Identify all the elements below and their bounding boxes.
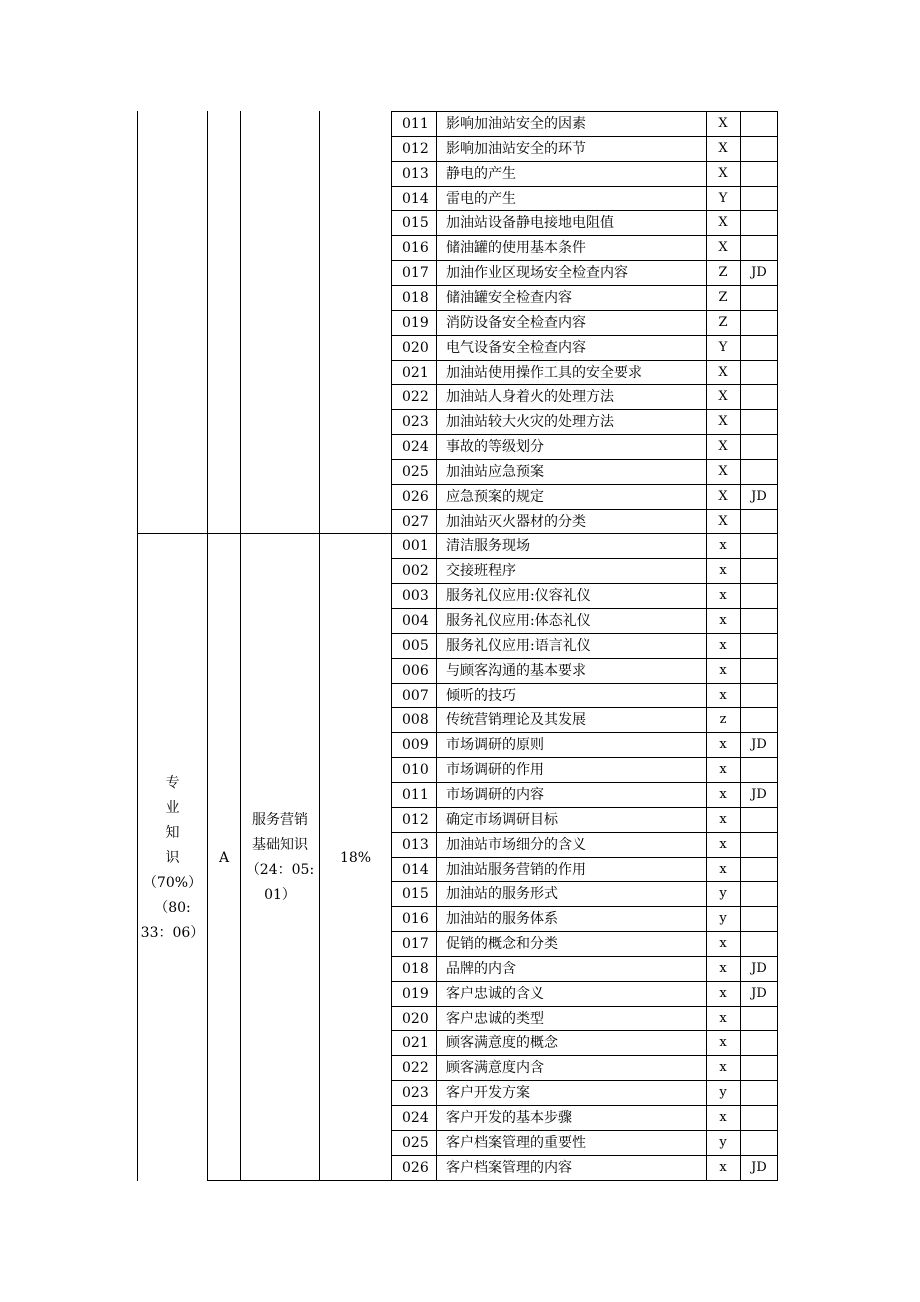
row-rule [391, 111, 778, 112]
item-topic: 与顾客沟通的基本要求 [446, 663, 586, 679]
item-topic: 电气设备安全检查内容 [446, 340, 586, 356]
row-rule [391, 335, 778, 336]
item-level: x [719, 1035, 727, 1050]
item-topic: 雷电的产生 [446, 191, 516, 207]
item-code: 014 [402, 862, 429, 878]
item-mark: JD [751, 265, 767, 280]
item-level: x [719, 787, 727, 802]
item-level: X [718, 240, 728, 255]
row-rule [391, 608, 778, 609]
item-level: x [719, 538, 727, 553]
item-code: 002 [402, 563, 429, 579]
module-line: （24：05: [245, 862, 315, 878]
module-line: 01） [264, 887, 296, 903]
row-rule [391, 1155, 778, 1156]
item-code: 018 [402, 961, 429, 977]
item-level: X [718, 389, 728, 404]
item-topic: 确定市场调研目标 [446, 812, 558, 828]
item-code: 017 [402, 936, 429, 952]
item-code: 005 [402, 638, 429, 654]
section-divider [137, 533, 778, 534]
item-mark: JD [751, 961, 767, 976]
item-topic: 事故的等级划分 [446, 439, 544, 455]
weight-cell [320, 846, 391, 871]
row-rule [391, 1130, 778, 1131]
item-level: Z [718, 290, 728, 305]
row-rule [391, 633, 778, 634]
item-level: X [718, 439, 728, 454]
category-line: 专 [165, 775, 180, 791]
row-rule [391, 409, 778, 410]
row-rule [391, 707, 778, 708]
item-topic: 消防设备安全检查内容 [446, 315, 586, 331]
item-topic: 顾客满意度的概念 [446, 1035, 558, 1051]
item-code: 017 [402, 265, 429, 281]
category-line: 33：06） [140, 925, 205, 941]
row-rule [391, 1080, 778, 1081]
category-line: 知 [165, 825, 180, 841]
item-mark: JD [751, 489, 767, 504]
row-rule [391, 558, 778, 559]
item-code: 013 [402, 837, 429, 853]
item-topic: 客户忠诚的含义 [446, 986, 544, 1002]
row-rule [391, 906, 778, 907]
item-level: x [719, 688, 727, 703]
item-level: x [719, 663, 727, 678]
item-level: x [719, 588, 727, 603]
item-topic: 客户档案管理的内容 [446, 1160, 572, 1176]
item-mark: JD [751, 1160, 767, 1175]
table-rule [391, 111, 392, 1181]
item-level: x [719, 1110, 727, 1125]
item-topic: 加油站人身着火的处理方法 [446, 389, 614, 405]
item-code: 022 [402, 389, 429, 405]
table-border-bottom [207, 1180, 778, 1181]
item-level: X [718, 166, 728, 181]
item-code: 026 [402, 489, 429, 505]
item-level: X [718, 464, 728, 479]
item-level: x [719, 638, 727, 653]
item-code: 015 [402, 215, 429, 231]
item-topic: 加油站的服务形式 [446, 886, 558, 902]
weight-value: 18% [339, 850, 372, 866]
item-topic: 加油站市场细分的含义 [446, 837, 586, 853]
item-topic: 加油站使用操作工具的安全要求 [446, 365, 642, 381]
item-level: X [718, 215, 728, 230]
item-code: 025 [402, 464, 429, 480]
category-line: （70%） [142, 875, 203, 891]
table-border-right [777, 111, 778, 1181]
row-rule [391, 981, 778, 982]
item-topic: 加油站应急预案 [446, 464, 544, 480]
item-topic: 加油站较大火灾的处理方法 [446, 414, 614, 430]
item-code: 016 [402, 240, 429, 256]
table-rule [207, 111, 208, 1181]
module-line: 基础知识 [252, 837, 308, 853]
item-code: 016 [402, 911, 429, 927]
row-rule [391, 658, 778, 659]
item-topic: 服务礼仪应用:体态礼仪 [446, 613, 591, 629]
category-line: （80: [154, 900, 191, 916]
item-code: 021 [402, 1035, 429, 1051]
table-rule [240, 111, 241, 1181]
item-level: X [718, 514, 728, 529]
item-code: 022 [402, 1060, 429, 1076]
item-mark: JD [751, 787, 767, 802]
item-topic: 加油站服务营销的作用 [446, 862, 586, 878]
row-rule [391, 956, 778, 957]
item-level: X [718, 414, 728, 429]
item-level: x [719, 812, 727, 827]
item-topic: 倾听的技巧 [446, 688, 516, 704]
item-code: 013 [402, 166, 429, 182]
row-rule [391, 1006, 778, 1007]
row-rule [391, 683, 778, 684]
row-rule [391, 434, 778, 435]
item-topic: 市场调研的内容 [446, 787, 544, 803]
item-mark: JD [751, 986, 767, 1001]
row-rule [391, 235, 778, 236]
item-code: 012 [402, 812, 429, 828]
item-code: 018 [402, 290, 429, 306]
item-code: 010 [402, 762, 429, 778]
item-topic: 促销的概念和分类 [446, 936, 558, 952]
code-cell [208, 846, 240, 871]
table-rule [436, 111, 437, 1181]
item-code: 001 [402, 538, 429, 554]
item-topic: 静电的产生 [446, 166, 516, 182]
item-level: Z [718, 315, 728, 330]
item-code: 006 [402, 663, 429, 679]
item-level: y [719, 911, 727, 926]
item-code: 012 [402, 141, 429, 157]
row-rule [391, 1030, 778, 1031]
row-rule [391, 757, 778, 758]
item-topic: 储油罐的使用基本条件 [446, 240, 586, 256]
item-topic: 影响加油站安全的因素 [446, 116, 586, 132]
table-rule [706, 111, 707, 1181]
item-level: x [719, 563, 727, 578]
row-rule [391, 484, 778, 485]
item-level: Y [718, 191, 728, 206]
item-topic: 影响加油站安全的环节 [446, 141, 586, 157]
row-rule [391, 310, 778, 311]
category-line: 识 [165, 850, 180, 866]
item-topic: 客户忠诚的类型 [446, 1011, 544, 1027]
item-topic: 品牌的内含 [446, 961, 516, 977]
item-code: 008 [402, 712, 429, 728]
item-level: X [718, 116, 728, 131]
category-line: 业 [165, 800, 180, 816]
row-rule [391, 186, 778, 187]
row-rule [391, 881, 778, 882]
row-rule [391, 210, 778, 211]
row-rule [391, 1055, 778, 1056]
row-rule [391, 807, 778, 808]
row-rule [391, 509, 778, 510]
item-mark: JD [751, 737, 767, 752]
item-topic: 加油站设备静电接地电阻值 [446, 215, 614, 231]
row-rule [391, 384, 778, 385]
item-code: 003 [402, 588, 429, 604]
row-rule [391, 732, 778, 733]
row-rule [391, 931, 778, 932]
table-border-left [137, 111, 138, 1181]
item-code: 023 [402, 1085, 429, 1101]
item-topic: 服务礼仪应用:语言礼仪 [446, 638, 591, 654]
item-level: x [719, 862, 727, 877]
item-level: x [719, 1060, 727, 1075]
item-level: X [718, 365, 728, 380]
item-code: 009 [402, 737, 429, 753]
row-rule [391, 459, 778, 460]
item-code: 024 [402, 1110, 429, 1126]
row-rule [391, 260, 778, 261]
item-level: X [718, 141, 728, 156]
item-topic: 客户档案管理的重要性 [446, 1135, 586, 1151]
item-code: 020 [402, 340, 429, 356]
item-level: Z [718, 265, 728, 280]
item-topic: 交接班程序 [446, 563, 516, 579]
item-topic: 加油站的服务体系 [446, 911, 558, 927]
row-rule [391, 782, 778, 783]
item-level: x [719, 837, 727, 852]
item-topic: 市场调研的原则 [446, 737, 544, 753]
item-level: y [719, 886, 727, 901]
row-rule [391, 285, 778, 286]
row-rule [391, 136, 778, 137]
row-rule [391, 360, 778, 361]
item-code: 024 [402, 439, 429, 455]
category-cell [138, 771, 207, 946]
item-topic: 应急预案的规定 [446, 489, 544, 505]
item-code: 020 [402, 1011, 429, 1027]
module-code: A [218, 850, 230, 866]
row-rule [391, 583, 778, 584]
item-code: 014 [402, 191, 429, 207]
item-topic: 市场调研的作用 [446, 762, 544, 778]
item-topic: 传统营销理论及其发展 [446, 712, 586, 728]
item-topic: 客户开发的基本步骤 [446, 1110, 572, 1126]
item-code: 026 [402, 1160, 429, 1176]
item-code: 019 [402, 986, 429, 1002]
item-level: x [719, 737, 727, 752]
item-level: y [719, 1085, 727, 1100]
item-topic: 客户开发方案 [446, 1085, 530, 1101]
row-rule [391, 832, 778, 833]
item-code: 021 [402, 365, 429, 381]
item-level: z [719, 712, 727, 727]
module-line: 服务营销 [252, 812, 308, 828]
item-code: 011 [402, 787, 429, 803]
item-topic: 储油罐安全检查内容 [446, 290, 572, 306]
item-topic: 顾客满意度内含 [446, 1060, 544, 1076]
item-level: x [719, 986, 727, 1001]
item-code: 004 [402, 613, 429, 629]
item-topic: 加油作业区现场安全检查内容 [446, 265, 628, 281]
item-code: 023 [402, 414, 429, 430]
row-rule [391, 1105, 778, 1106]
item-topic: 加油站灭火器材的分类 [446, 514, 586, 530]
item-code: 007 [402, 688, 429, 704]
module-cell [241, 808, 319, 908]
item-level: x [719, 613, 727, 628]
table-rule [319, 111, 320, 1181]
item-level: X [718, 489, 728, 504]
row-rule [391, 857, 778, 858]
item-level: Y [718, 340, 728, 355]
item-code: 019 [402, 315, 429, 331]
item-level: x [719, 1160, 727, 1175]
item-code: 011 [402, 116, 429, 132]
item-topic: 服务礼仪应用:仪容礼仪 [446, 588, 591, 604]
item-topic: 清洁服务现场 [446, 538, 530, 554]
item-level: x [719, 762, 727, 777]
item-level: x [719, 936, 727, 951]
row-rule [391, 161, 778, 162]
item-code: 025 [402, 1135, 429, 1151]
item-code: 027 [402, 514, 429, 530]
item-level: y [719, 1135, 727, 1150]
item-level: x [719, 961, 727, 976]
item-code: 015 [402, 886, 429, 902]
item-level: x [719, 1011, 727, 1026]
